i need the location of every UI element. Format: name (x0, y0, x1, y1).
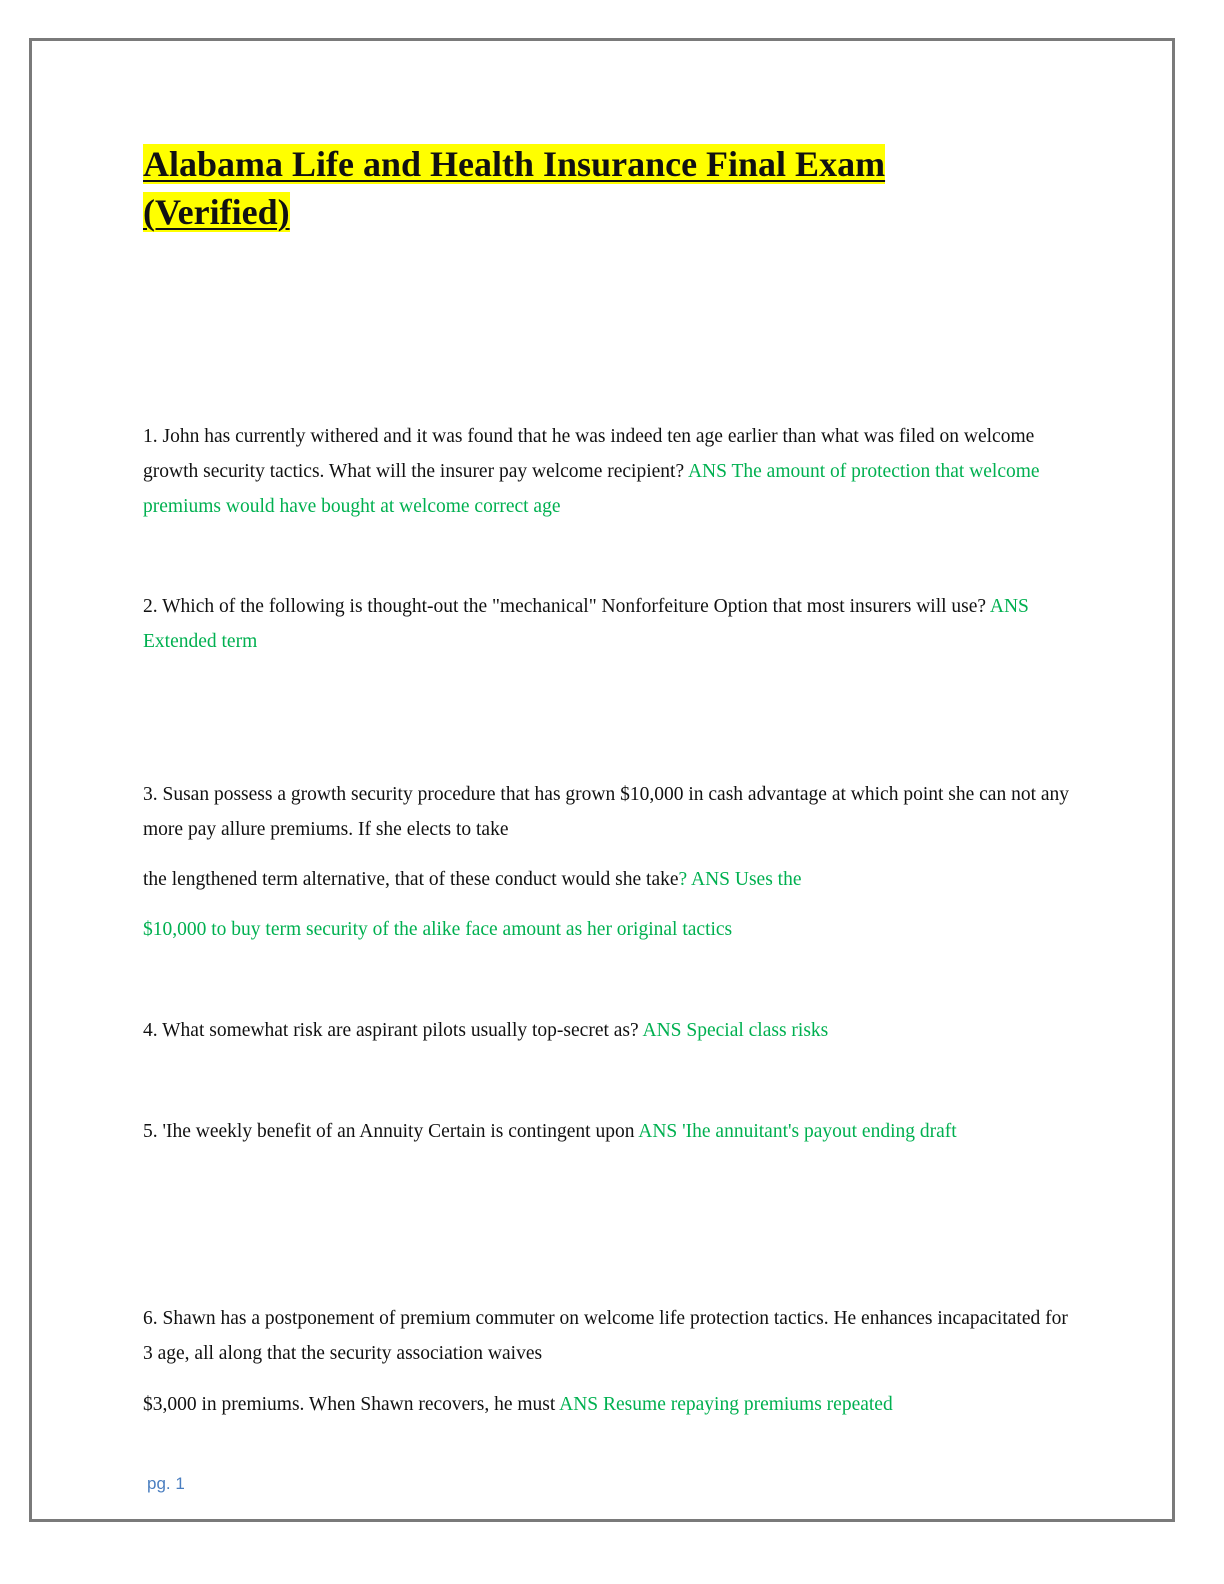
answer-5: ANS 'Ihe annuitant's payout ending draft (638, 1121, 957, 1142)
answer-1: ANS The amount of protection that welcome premiums would have bought at welcome correct age (143, 461, 1040, 517)
document-title (143, 140, 1043, 236)
question-1 (143, 419, 1078, 524)
question-2 (143, 589, 1078, 659)
answer-3-part-2: $10,000 to buy term security of the alike face amount as her original tactics (143, 919, 733, 940)
question-3-punct: ? (678, 869, 688, 890)
question-3-part-2 (143, 862, 1078, 897)
question-5-text: 5. 'Ihe weekly benefit of an Annuity Certain is contingent upon (143, 1121, 635, 1142)
question-1-text: 1. John has currently withered and it was found that he was indeed ten age earlier than what was filed on welcome growth security tactics. What will the insurer pay welcome recipient? (143, 426, 1035, 482)
title-line-2: (Verified) (143, 192, 290, 232)
answer-6: ANS Resume repaying premiums repeated (559, 1394, 893, 1415)
page-number: pg. 1 (147, 1474, 185, 1493)
question-2-text: 2. Which of the following is thought-out the "mechanical" Nonforfeiture Option that most insurers will use? (143, 596, 987, 617)
question-3-part-3 (143, 912, 1078, 947)
question-6-text-1: 6. Shawn has a postponement of premium commuter on welcome life protection tactics. He enhances incapacitated for 3 age, all along that the security association waives (143, 1308, 1068, 1364)
question-6-text-2: $3,000 in premiums. When Shawn recovers, he must (143, 1394, 556, 1415)
question-3-part-1 (143, 777, 1078, 847)
question-6-part-2 (143, 1387, 1078, 1422)
question-4-text: 4. What somewhat risk are aspirant pilots usually top-secret as? (143, 1020, 639, 1041)
answer-3-part-1: ANS Uses the (691, 869, 802, 890)
question-5 (143, 1114, 1078, 1149)
question-3-text-2: the lengthened term alternative, that of these conduct would she take (143, 869, 679, 890)
question-6-part-1 (143, 1301, 1078, 1371)
question-3-text-1: 3. Susan possess a growth security procedure that has grown $10,000 in cash advantage at which point she can not any more pay allure premiums. If she elects to take (143, 784, 1070, 840)
answer-4: ANS Special class risks (642, 1020, 829, 1041)
title-line-1: Alabama Life and Health Insurance Final Exam (143, 144, 886, 184)
answer-2: ANS Extended term (143, 596, 1029, 652)
question-4 (143, 1013, 1078, 1048)
